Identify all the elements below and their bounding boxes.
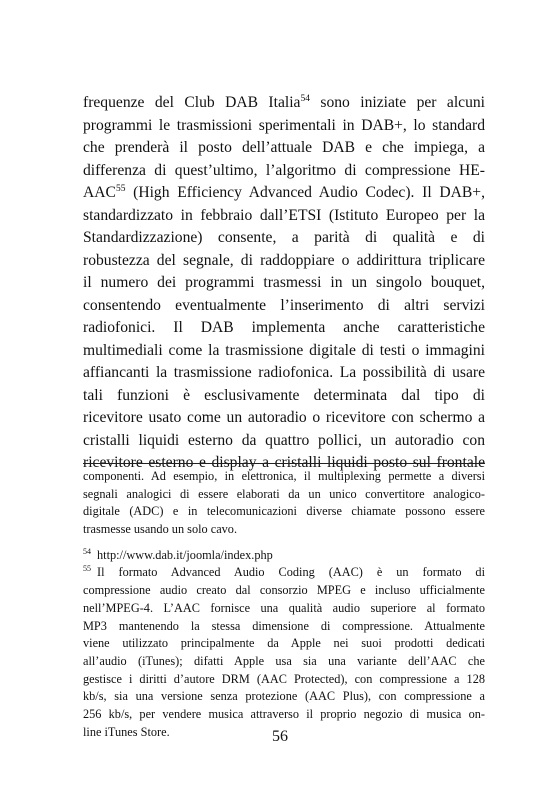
footnote-number: 55: [83, 564, 91, 574]
footnote-link[interactable]: http://www.dab.it/joomla/index.php: [97, 547, 273, 562]
body-line: multimediali come la trasmissione digitale di testi o immagini: [83, 341, 485, 359]
footnote-line: digitale (ADC) e in telecomunicazioni diverse chiamate possono essere: [83, 504, 485, 519]
body-line: ricevitore usato come un autoradio o ricevitore con schermo a: [83, 409, 485, 426]
footnote-line: viene utilizzato principalmente da Apple nei suoi prodotti dedicati: [83, 636, 485, 651]
body-line: il numero dei programmi trasmessi in un singolo bouquet,: [83, 274, 485, 291]
footnote-line: segnali analogici di essere elaborati da un unico convertitore analogico-: [83, 486, 485, 501]
footnote-line: line iTunes Store.: [83, 724, 170, 739]
footnote-line: nell’MPEG-4. L’AAC fornisce una qualità audio superiore al formato: [83, 600, 485, 615]
body-line: radiofonici. Il DAB implementa anche caratteristiche: [83, 319, 485, 336]
footnote-separator: [83, 463, 485, 464]
footnote-line: $^{55}$ Il formato Advanced Audio Coding (AAC) è un formato di: [83, 564, 485, 580]
footnote-line: trasmesse usando un solo cavo.: [83, 522, 238, 537]
body-line: frequenze del Club DAB Italia$^{54}$ sono iniziate per alcuni: [83, 94, 485, 111]
footnote-line: MP3 mantenendo la stessa dimensione di compressione. Attualmente: [83, 618, 485, 633]
body-line: che prenderà il posto dell’attuale DAB e che impiega, a: [83, 139, 485, 156]
footnote-line: all’audio (iTunes); difatti Apple usa sia una variante dell’AAC che: [83, 653, 485, 668]
footnote-ref-54[interactable]: 54: [300, 94, 310, 104]
page-number: 56: [272, 728, 288, 745]
footnote-number: 54: [83, 546, 91, 556]
footnote-line: compressione audio creato dal consorzio MPEG e incluso ufficialmente: [83, 583, 485, 598]
footnote-54: [83, 547, 485, 565]
body-line: differenza di quest’ultimo, l’algoritmo di compressione HE-: [83, 161, 485, 179]
body-line: tali funzioni è esclusivamente determinata dal tipo di: [83, 386, 485, 404]
body-paragraph: [83, 92, 485, 475]
footnote-line: kb/s, sia una versione senza protezione (AAC Plus), con compressione a: [83, 689, 485, 704]
body-line: AAC$^{55}$ (High Efficiency Advanced Audio Codec). Il DAB+,: [83, 184, 485, 201]
footnote-continued: [83, 468, 485, 539]
body-line: consentendo eventualmente l’inserimento di altri servizi: [83, 296, 485, 314]
footnote-line: gestisce i diritti d’autore DRM (AAC Protected), con compressione a 128: [83, 671, 485, 686]
body-line: programmi le trasmissioni sperimentali in DAB+, lo standard: [83, 116, 485, 134]
body-line: Standardizzazione) consente, a parità di qualità e di: [83, 229, 485, 246]
footnote-line: [83, 547, 485, 565]
body-line: affiancanti la trasmissione radiofonica. La possibilità di usare: [83, 364, 485, 381]
body-line: robustezza del segnale, di raddoppiare o addirittura triplicare: [83, 251, 485, 269]
footnote-line: componenti. Ad esempio, in elettronica, il multiplexing permette a diversi: [83, 469, 485, 483]
body-line: ricevitore esterno e display a cristalli liquidi posto sul frontale: [83, 454, 485, 471]
footnote-ref-55[interactable]: 55: [115, 184, 126, 194]
footnote-line: 256 kb/s, per vendere musica attraverso il proprio negozio di musica on-: [83, 706, 485, 721]
footnote-55: [83, 564, 485, 741]
body-line: cristalli liquidi esterno da quattro pollici, un autoradio con: [83, 431, 485, 449]
footnotes: [83, 468, 485, 741]
body-line: standardizzato in febbraio dall’ETSI (Istituto Europeo per la: [83, 206, 485, 224]
